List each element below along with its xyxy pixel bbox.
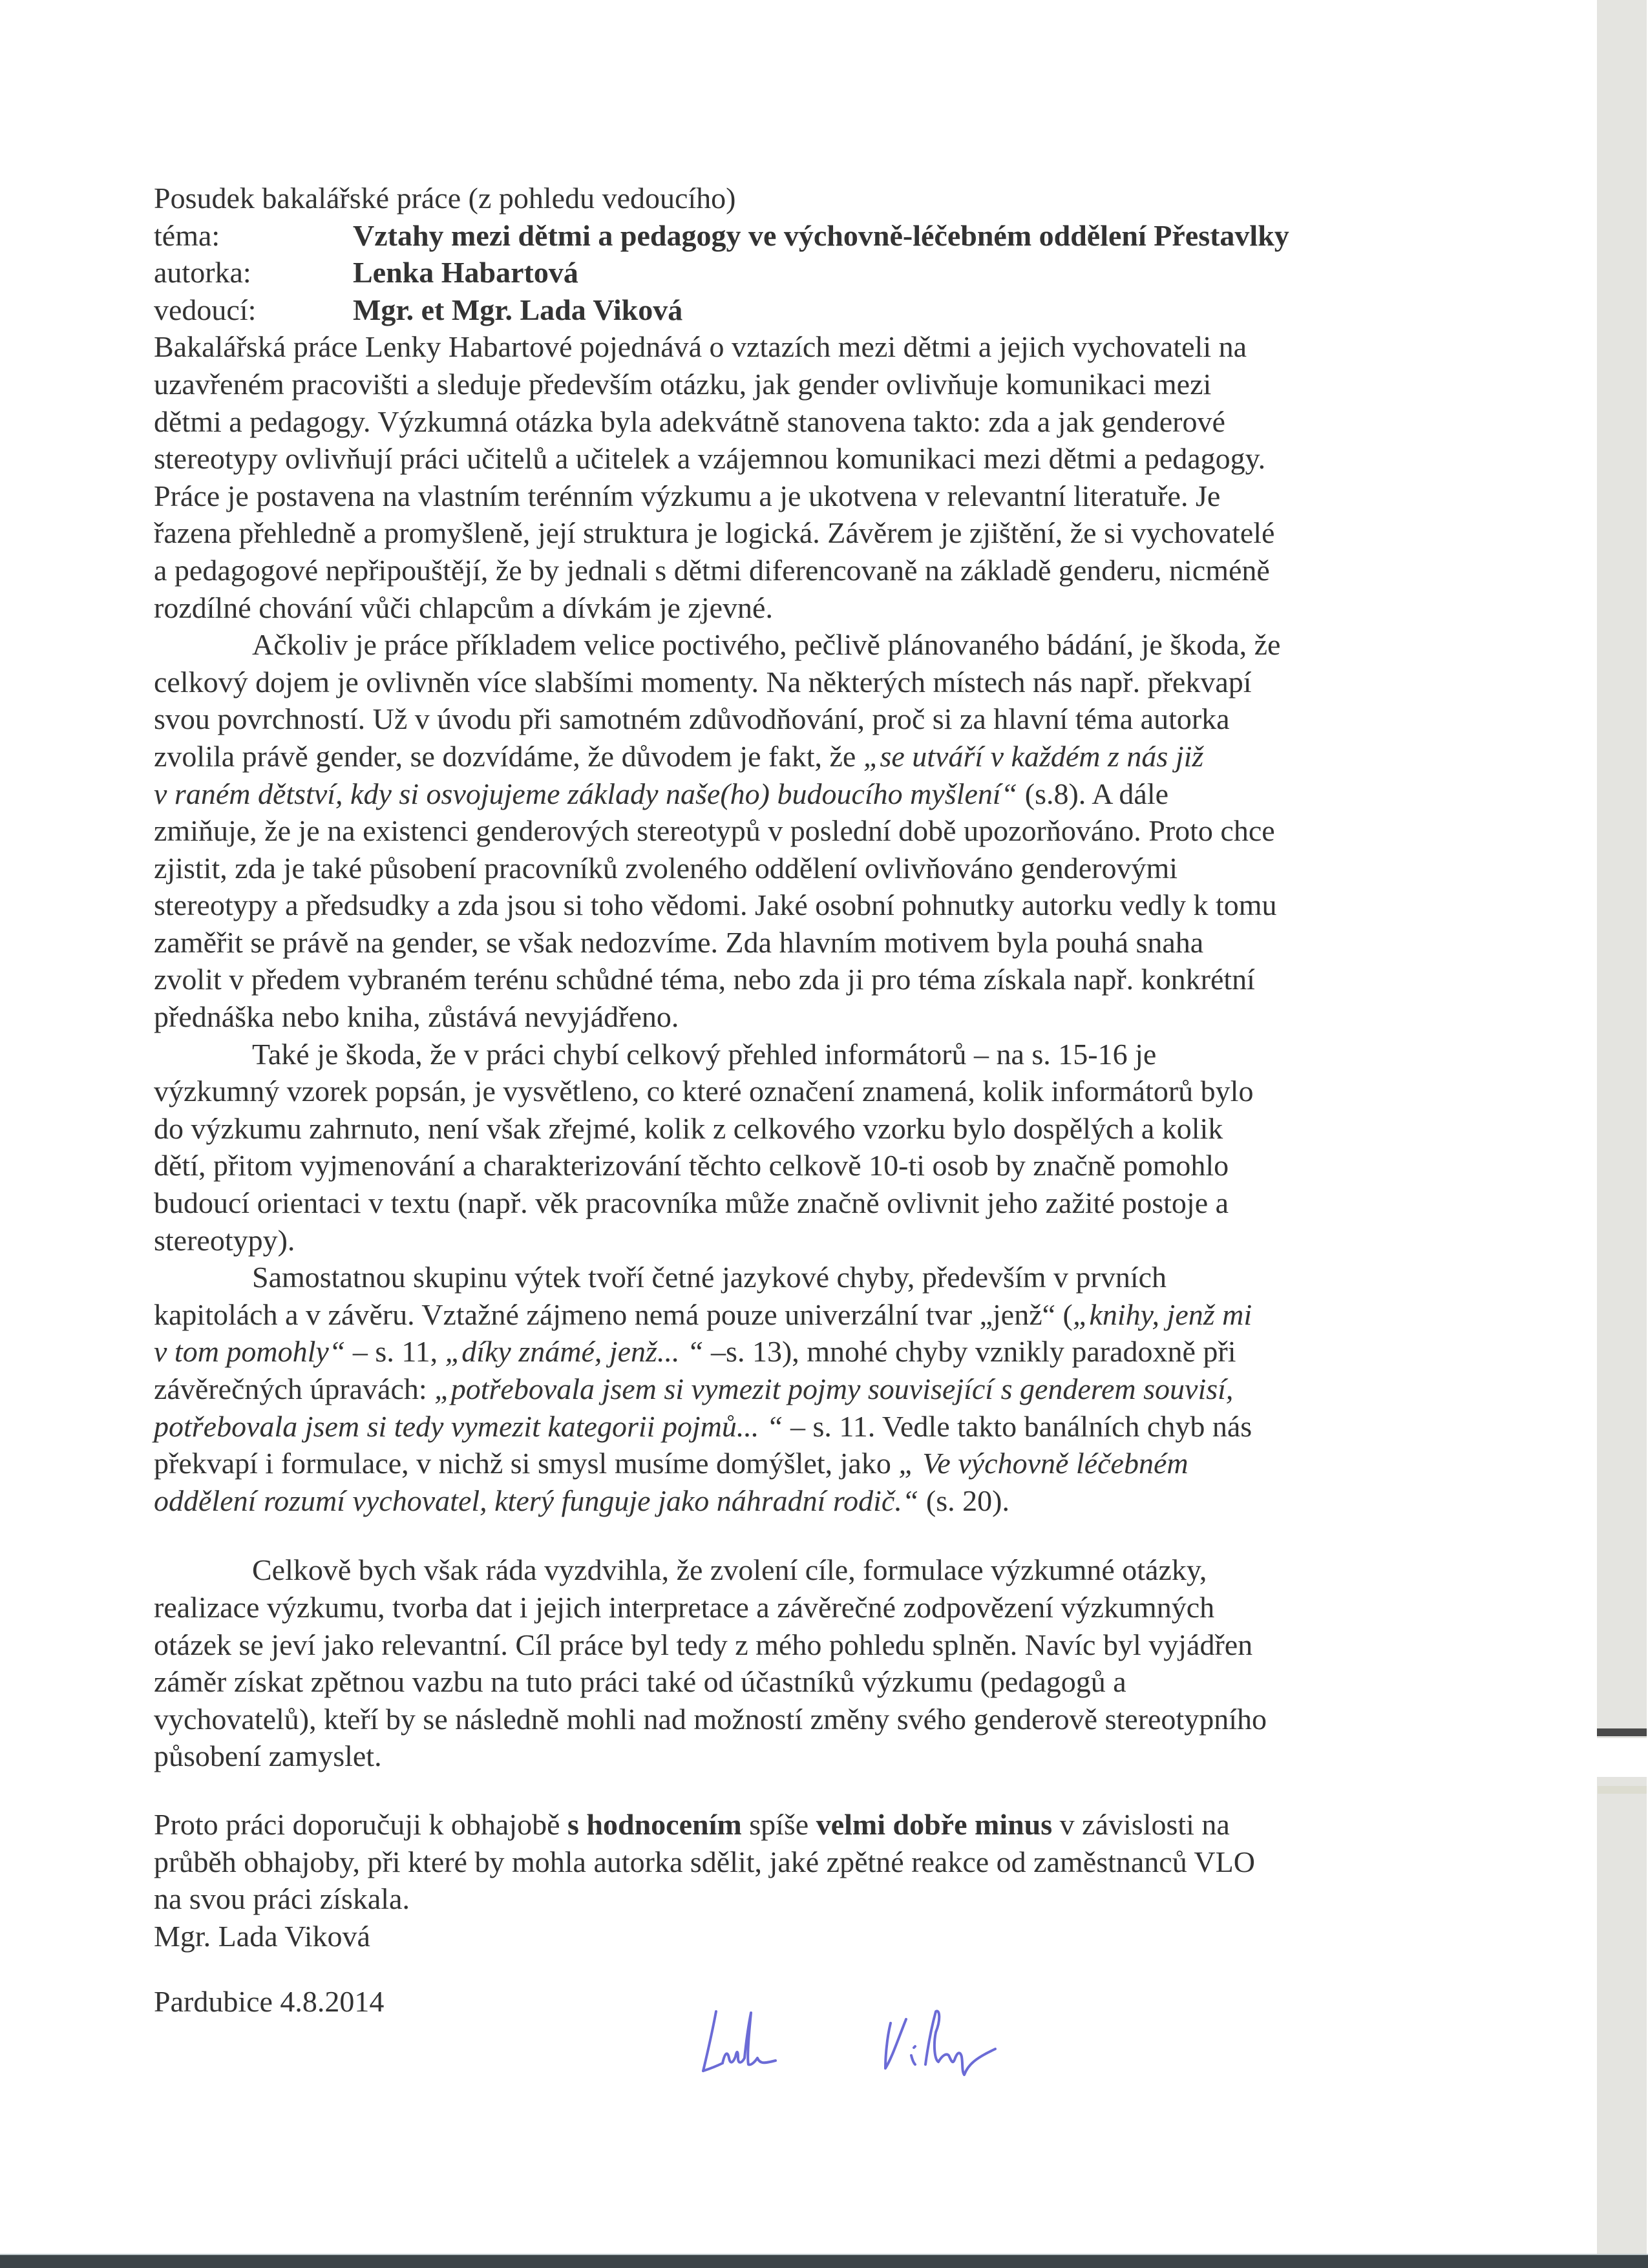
bottom-edge-band — [0, 2255, 1648, 2268]
text-run: –s. 13), mnohé chyby vznikly paradoxně při — [703, 1335, 1236, 1369]
text-line: rozdílné chování vůči chlapcům a dívkám je zjevné. — [154, 591, 773, 624]
text-line — [154, 1370, 1453, 1408]
quote-text: v raném dětství, kdy si osvojujeme základy naše(ho) budoucího myšlení“ — [154, 777, 1018, 810]
text-run: (s.8). A dále — [1017, 777, 1169, 810]
text-line: na svou práci získala. — [154, 1882, 410, 1916]
text-line: dětmi a pedagogy. Výzkumná otázka byla adekvátně stanovena takto: zda a jak genderové — [154, 404, 1225, 438]
paragraph-summary — [154, 328, 1453, 626]
grade-emphasis: s hodnocením — [567, 1807, 742, 1841]
paragraph-language-errors — [154, 1259, 1453, 1519]
text-line — [154, 1333, 1453, 1370]
text-line: průběh obhajoby, při které by mohla autorka sdělit, jaké zpětné reakce od zaměstnanců VLO — [154, 1845, 1255, 1878]
handwritten-signature — [698, 2006, 1034, 2077]
author-value: Lenka Habartová — [353, 256, 578, 289]
review-document — [154, 180, 1453, 2021]
quote-text: „knihy, jenž mi — [1072, 1297, 1252, 1331]
text-line — [154, 775, 1453, 813]
supervisor-label: vedoucí: — [154, 293, 257, 326]
quote-text: potřebovala jsem si tedy vymezit kategorii pojmů... “ — [154, 1409, 783, 1443]
text-line: dětí, přitom vyjmenování a charakterizování těchto celkově 10-ti osob by značně pomohlo — [154, 1149, 1229, 1182]
text-line — [154, 1482, 1453, 1520]
text-run: zvolila právě gender, se dozvídáme, že důvodem je fakt, že — [154, 739, 863, 773]
text-line: svou povrchností. Už v úvodu při samotném zdůvodňování, proč si za hlavní téma autorka — [154, 702, 1230, 736]
signature-stroke-first-name — [703, 2011, 776, 2071]
text-line: zmiňuje, že je na existenci genderových stereotypů v poslední době upozorňováno. Proto chce — [154, 814, 1275, 848]
text-line: Celkově bych však ráda vyzdvihla, že zvolení cíle, formulace výzkumné otázky, — [252, 1553, 1207, 1587]
quote-text: oddělení rozumí vychovatel, který funguje jako náhradní rodič.“ — [154, 1484, 919, 1517]
text-line: přednáška nebo kniha, zůstává nevyjádřeno. — [154, 1000, 679, 1034]
text-run: v závislosti na — [1052, 1807, 1230, 1841]
text-line: zaměřit se právě na gender, se však nedozvíme. Zda hlavním motivem byla pouhá snaha — [154, 925, 1204, 959]
text-line — [154, 1445, 1453, 1482]
text-line: záměr získat zpětnou vazbu na tuto práci také od účastníků výzkumu (pedagogů a — [154, 1665, 1126, 1699]
quote-text: v tom pomohly“ — [154, 1335, 346, 1369]
text-line: realizace výzkumu, tvorba dat i jejich interpretace a závěrečné zodpovězení výzkumných — [154, 1590, 1215, 1624]
grade-value: velmi dobře minus — [816, 1807, 1053, 1841]
text-line: řazena přehledně a promyšleně, její struktura je logická. Závěrem je zjištění, že si vychovatelé — [154, 516, 1275, 550]
scanner-edge-strip — [1597, 0, 1647, 2262]
spacer — [154, 1955, 1453, 1983]
text-line: zjistit, zda je také působení pracovníků zvoleného oddělení ovlivňováno genderovými — [154, 851, 1178, 885]
text-line: budoucí orientaci v textu (např. věk pracovníka může značně ovlivnit jeho zažité postoje a — [154, 1186, 1229, 1220]
paragraph-informants — [154, 1036, 1453, 1259]
place-date: Pardubice 4.8.2014 — [154, 1985, 385, 2019]
text-line: Bakalářská práce Lenky Habartové pojednává o vztazích mezi dětmi a jejich vychovateli na — [154, 330, 1247, 364]
text-line — [154, 1408, 1453, 1445]
signature-stroke-last-name — [885, 2011, 995, 2075]
text-line: Práce je postavena na vlastním terénním výzkumu a je ukotvena v relevantní literatuře. Je — [154, 479, 1221, 512]
text-run: závěrečných úpravách: — [154, 1372, 435, 1405]
text-line: Ačkoliv je práce příkladem velice poctivého, pečlivě plánovaného bádání, je škoda, že — [252, 628, 1281, 662]
text-line: otázek se jeví jako relevantní. Cíl práce byl tedy z mého pohledu splněn. Navíc byl vyjádřen — [154, 1628, 1253, 1661]
quote-text: „díky známé, jenž... “ — [445, 1335, 704, 1369]
text-line — [154, 1296, 1453, 1334]
text-line: uzavřeném pracovišti a sleduje především otázku, jak gender ovlivňuje komunikaci mezi — [154, 367, 1212, 401]
paragraph-overall — [154, 1551, 1453, 1775]
text-line: stereotypy a předsudky a zda jsou si toho vědomi. Jaké osobní pohnutky autorku vedly k tomu — [154, 888, 1277, 922]
text-line: do výzkumu zahrnuto, není však zřejmé, kolik z celkového vzorku bylo dospělých a kolik — [154, 1111, 1223, 1145]
text-line: a pedagogové nepřipouštějí, že by jednali s dětmi diferencovaně na základě genderu, nicméně — [154, 553, 1270, 587]
quote-text: „ Ve výchovně léčebném — [898, 1447, 1188, 1480]
quote-text: „potřebovala jsem si vymezit pojmy související s genderem souvisí, — [434, 1372, 1234, 1405]
text-run: překvapí i formulace, v nichž si smysl musíme domýšlet, jako — [154, 1447, 899, 1480]
text-line — [154, 738, 1453, 775]
spacer — [154, 1775, 1453, 1806]
author-row — [154, 254, 1453, 291]
topic-row — [154, 217, 1453, 255]
spacer — [154, 1519, 1453, 1551]
text-run: spíše — [741, 1807, 816, 1841]
paragraph-recommendation — [154, 1806, 1453, 1918]
scanner-edge-mark — [1597, 1728, 1647, 1736]
text-line: Také je škoda, že v práci chybí celkový přehled informátorů – na s. 15-16 je — [252, 1037, 1157, 1071]
author-label: autorka: — [154, 256, 251, 289]
text-run: – s. 11. Vedle takto banálních chyb nás — [783, 1409, 1252, 1443]
text-line: stereotypy ovlivňují práci učitelů a učitelek a vzájemnou komunikaci mezi dětmi a pedagogy. — [154, 442, 1266, 476]
scanner-edge-gap — [1597, 1738, 1647, 1777]
supervisor-row — [154, 291, 1453, 329]
text-line: výzkumný vzorek popsán, je vysvětleno, co které označení znamená, kolik informátorů bylo — [154, 1075, 1254, 1108]
text-line: vychovatelů), kteří by se následně mohli nad možností změny svého genderově stereotypního — [154, 1702, 1267, 1736]
reviewer-name: Mgr. Lada Viková — [154, 1919, 370, 1953]
text-line — [154, 1806, 1453, 1843]
quote-text: „se utváří v každém z nás již — [863, 739, 1204, 773]
text-line: Samostatnou skupinu výtek tvoří četné jazykové chyby, především v prvních — [252, 1261, 1167, 1294]
text-line: celkový dojem je ovlivněn více slabšími momenty. Na některých místech nás např. překvapí — [154, 665, 1252, 698]
text-run: kapitolách a v závěru. Vztažné zájmeno nemá pouze univerzální tvar „jenž“ ( — [154, 1297, 1073, 1331]
text-run: – s. 11, — [345, 1335, 445, 1369]
supervisor-value: Mgr. et Mgr. Lada Viková — [353, 293, 683, 326]
scanner-edge-band — [1598, 1786, 1647, 1794]
text-line: stereotypy). — [154, 1223, 295, 1257]
text-run: (s. 20). — [918, 1484, 1009, 1517]
document-title: Posudek bakalářské práce (z pohledu vedoucího) — [154, 182, 736, 215]
text-line: zvolit v předem vybraném terénu schůdné téma, nebo zda ji pro téma získala např. konkrétní — [154, 963, 1255, 996]
text-line: působení zamyslet. — [154, 1739, 382, 1773]
topic-value: Vztahy mezi dětmi a pedagogy ve výchovně-léčebném oddělení Přestavlky — [353, 218, 1289, 252]
text-run: Proto práci doporučuji k obhajobě — [154, 1807, 568, 1841]
paragraph-criticism — [154, 626, 1453, 1036]
topic-label: téma: — [154, 218, 220, 252]
